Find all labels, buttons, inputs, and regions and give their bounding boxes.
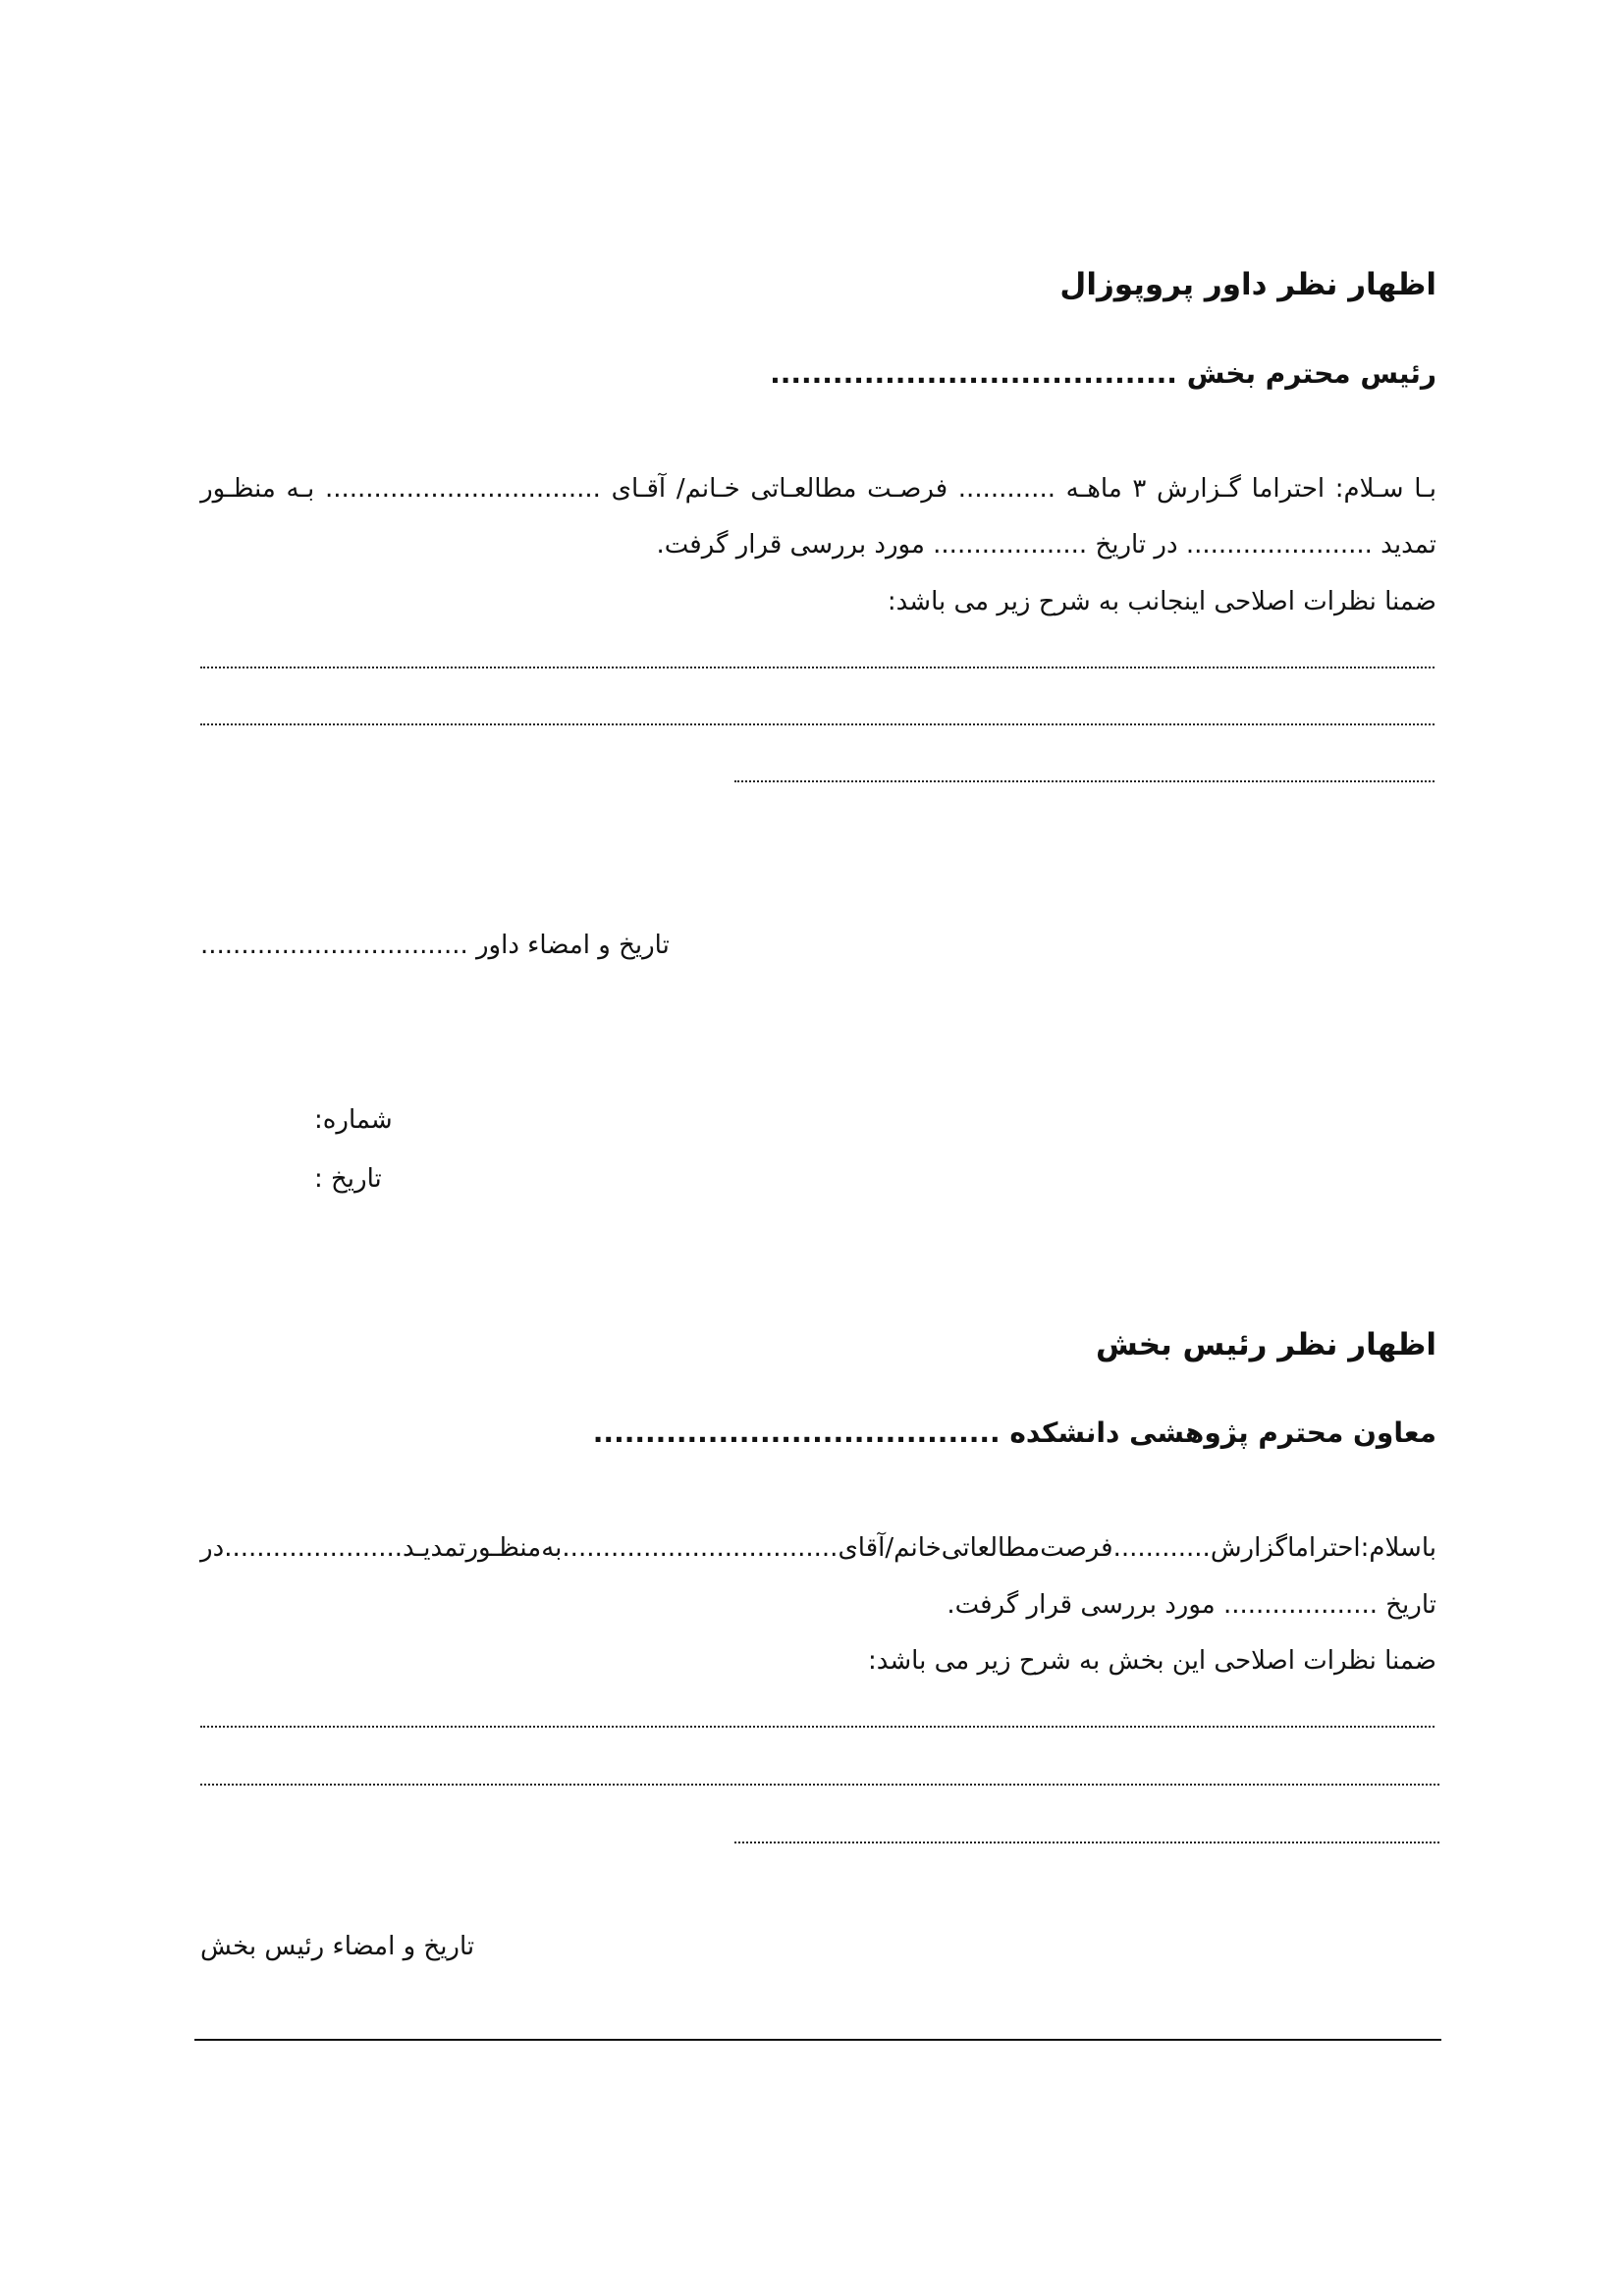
head-body-line-1 [200,1533,1436,1563]
reviewer-body-line-3: ضمنا نظرات اصلاحی اینجانب به شرح زیر می باشد: [887,587,1436,616]
reviewer-comment-line-1[interactable] [200,667,1435,668]
head-line1-word: خانم/ [885,1533,942,1563]
head-line1-word: ...................... [224,1533,404,1563]
reviewer-line1-word: خـانم/ [676,474,740,504]
footer-rule [194,2039,1441,2041]
head-line1-word: در [200,1533,225,1563]
reviewer-line1-word: فرصـت [867,474,948,504]
head-body-line-2: تاریخ ................... مورد بررسی قرار گرفت. [947,1590,1436,1620]
reviewer-line1-word: ۳ [1132,474,1147,504]
reviewer-line1-word: ماهـه [1065,474,1122,504]
head-line1-word: تمدیـد [403,1533,466,1563]
head-line1-word: مطالعاتی [941,1533,1041,1563]
head-line1-word: با [1421,1533,1436,1563]
reviewer-addressee: رئیس محترم بخش ....................................... [770,357,1436,390]
reviewer-comment-line-3[interactable] [734,780,1435,782]
head-line1-word: .................................. [562,1533,839,1563]
reviewer-line1-word: آقـای [611,474,667,504]
head-line1-word: ............ [1112,1533,1211,1563]
reviewer-comment-line-2[interactable] [200,723,1435,725]
document-date-label: تاریخ : [314,1164,382,1194]
reviewer-section-title: اظهار نظر داور پروپوزال [1059,267,1436,302]
reviewer-line1-word: منظـور [200,474,276,504]
reviewer-line1-word: گـزارش [1157,474,1241,504]
head-line1-word: به [541,1533,563,1563]
reviewer-line1-word: سـلام: [1334,474,1404,504]
head-comment-line-1[interactable] [200,1726,1435,1728]
reviewer-signature-line: تاریخ و امضاء داور ................................. [200,931,670,960]
head-addressee: معاون محترم پژوهشی دانشکده ....................................... [592,1416,1436,1449]
head-comment-line-3[interactable] [734,1842,1439,1843]
head-line1-word: گزارش [1210,1533,1288,1563]
reviewer-line1-word: بـا [1414,474,1436,504]
reviewer-body-line-2: تمدید ....................... در تاریخ ................... مورد بررسی قرار گرفت. [656,530,1436,560]
head-comment-line-2[interactable] [200,1784,1439,1786]
document-number-label: شماره: [314,1105,393,1135]
reviewer-line1-word: بـه [286,474,315,504]
reviewer-line1-word: ............ [957,474,1056,504]
reviewer-line1-word: احتراما [1251,474,1326,504]
head-line1-word: منظـور [465,1533,542,1563]
head-line1-word: سلام: [1360,1533,1422,1563]
reviewer-body-line-1 [200,474,1436,504]
head-body-line-3: ضمنا نظرات اصلاحی این بخش به شرح زیر می باشد: [867,1646,1436,1676]
reviewer-line1-word: .................................. [324,474,601,504]
reviewer-line1-word: مطالعـاتی [750,474,857,504]
head-line1-word: آقای [838,1533,886,1563]
head-line1-word: احتراما [1287,1533,1361,1563]
head-line1-word: فرصت [1040,1533,1113,1563]
head-section-title: اظهار نظر رئیس بخش [1095,1327,1436,1362]
head-signature-line: تاریخ و امضاء رئیس بخش [200,1932,475,1961]
